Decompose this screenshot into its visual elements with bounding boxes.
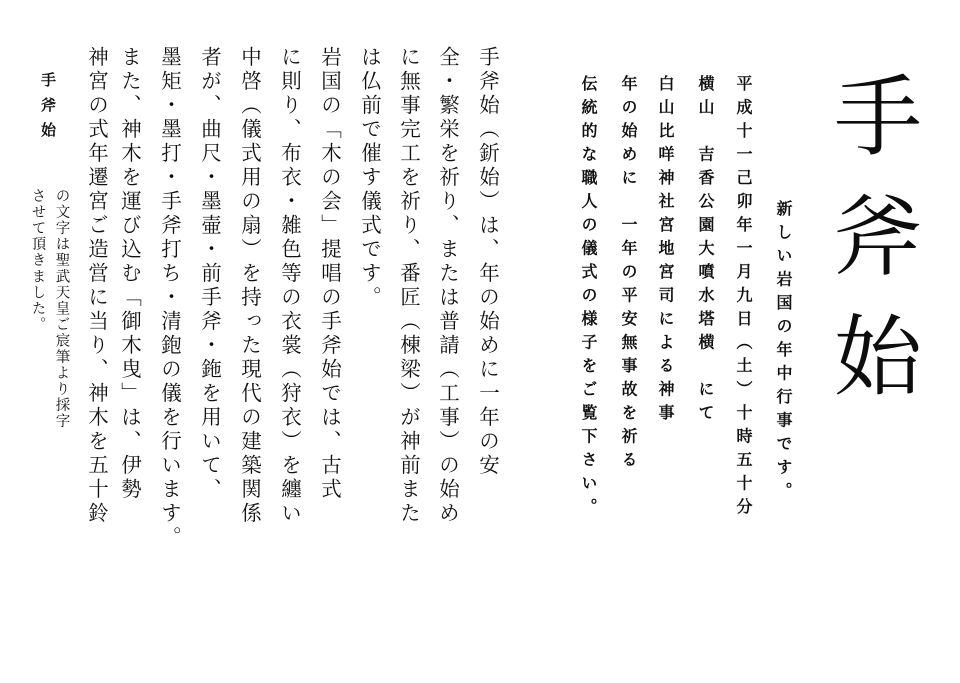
header-line-5: 年の始めに 一年の平安無事故を祈る <box>619 75 638 475</box>
footnote-line-1: の文字は聖武天皇ご宸筆より採字 <box>53 188 70 430</box>
header-line-4: 白山比咩神社宮地宮司による神事 <box>656 75 675 428</box>
document-title: 手斧始 <box>820 70 923 430</box>
header-line-6: 伝統的な職人の儀式の様子をご覧下さい。 <box>579 75 598 522</box>
footnote-line-2: させて頂きました。 <box>29 188 46 333</box>
body-line-2: 全・繁栄を祈り、または普請（工事）の始め <box>435 46 460 526</box>
footnote-label: 手斧始 <box>39 72 57 147</box>
body-line-7: 中啓（儀式用の扇）を持った現代の建築関係 <box>237 46 262 526</box>
header-line-2: 平成十一己卯年一月九日（土）十時五十分 <box>734 75 753 522</box>
header-line-3: 横山 吉香公園大噴水塔横 にて <box>696 75 715 428</box>
body-line-10: また、神木を運び込む「御木曳」は、伊勢 <box>117 46 142 502</box>
body-line-4: は仏前で催す儀式です。 <box>357 46 382 310</box>
body-line-11: 神宮の式年遷宮ご造営に当り、神木を五十鈴 <box>84 46 109 526</box>
header-line-1: 新しい岩国の年中行事です。 <box>774 200 793 506</box>
body-line-3: に無事完工を祈り、番匠（棟梁）が神前また <box>396 46 421 526</box>
body-line-9: 墨矩・墨打・手斧打ち・清鉋の儀を行います。 <box>157 46 182 550</box>
body-line-5: 岩国の「木の会」提唱の手斧始では、古式 <box>317 46 342 502</box>
body-line-8: 者が、曲尺・墨壷・前手斧・鉇を用いて、 <box>197 46 222 502</box>
body-line-1: 手斧始（釿始）は、年の始めに一年の安 <box>475 46 500 478</box>
body-line-6: に則り、布衣・雑色等の衣裳（狩衣）を纏い <box>277 46 302 526</box>
